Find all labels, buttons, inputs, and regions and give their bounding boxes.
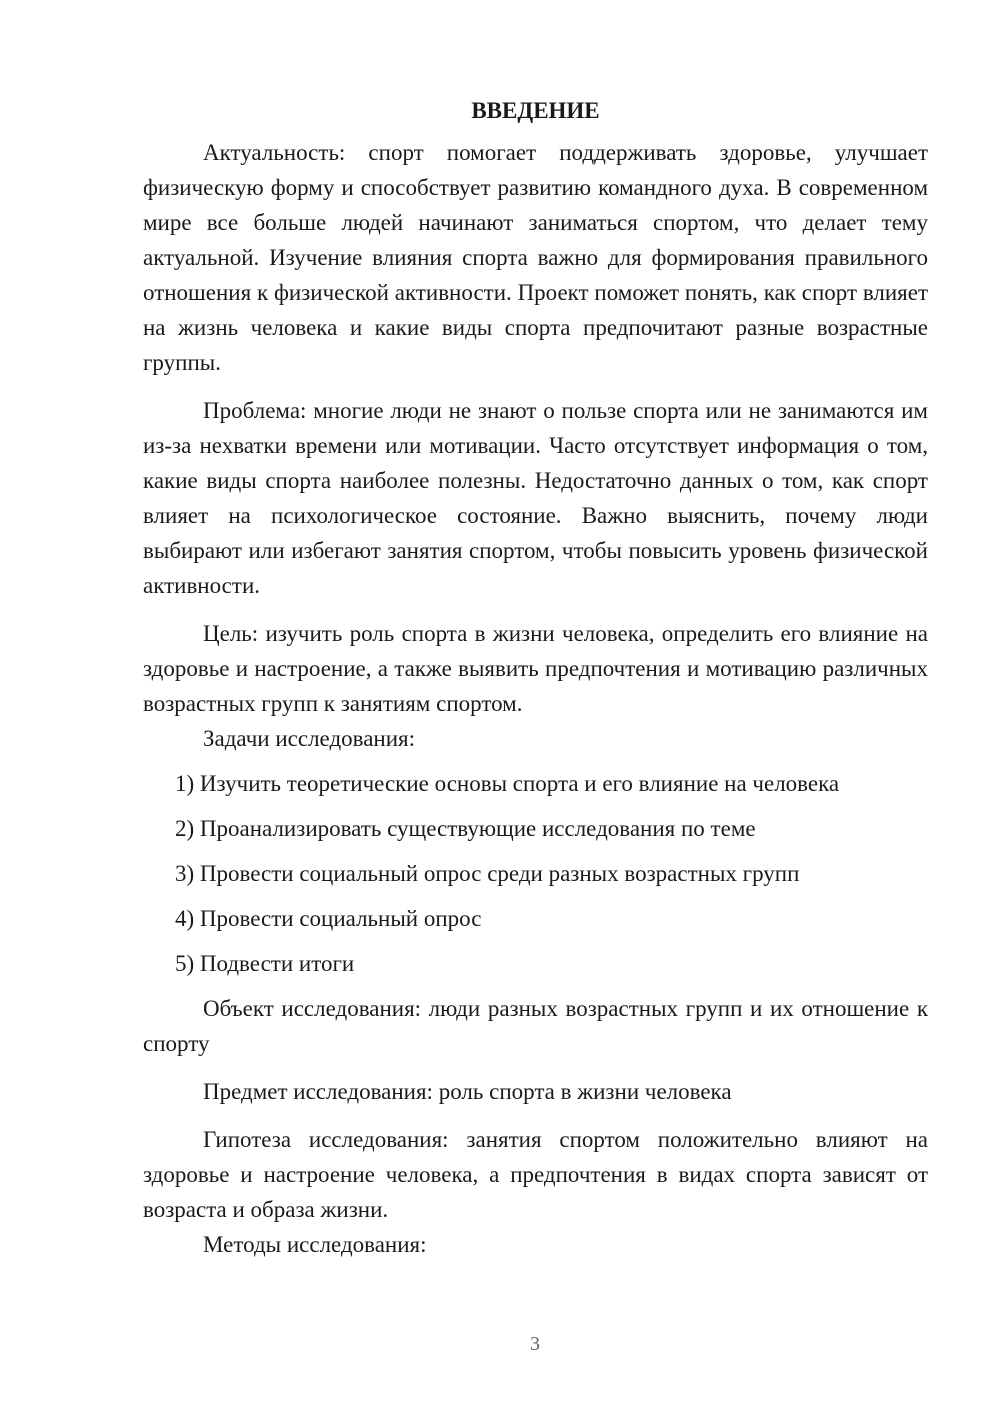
page-content — [143, 93, 928, 1262]
methods-heading: Методы исследования: — [203, 1232, 427, 1257]
task-item: 1) Изучить теоретические основы спорта и его влияние на человека — [175, 771, 840, 796]
subject-paragraph: Предмет исследования: роль спорта в жизни человека — [203, 1079, 732, 1104]
goal-paragraph: Цель: изучить роль спорта в жизни человека, определить его влияние на здоровье и настроение, а также выявить предпочтения и мотивацию различных возрастных групп к занятиям спортом. — [143, 621, 928, 716]
task-item: 3) Провести социальный опрос среди разных возрастных групп — [175, 861, 800, 886]
relevance-paragraph: Актуальность: спорт помогает поддерживать здоровье, улучшает физическую форму и способствует развитию командного духа. В современном мире все больше людей начинают заниматься спортом, что делает тему актуальной. Изучение влияния спорта важно для формирования правильного отношения к физической активности. Проект поможет понять, как спорт влияет на жизнь человека и какие виды спорта предпочитают разные возрастные группы. — [143, 140, 928, 375]
section-title: ВВЕДЕНИЕ — [471, 98, 600, 123]
task-item: 5) Подвести итоги — [175, 951, 355, 976]
tasks-heading: Задачи исследования: — [203, 726, 416, 751]
tasks-list — [143, 766, 928, 981]
task-item: 4) Провести социальный опрос — [175, 906, 482, 931]
hypothesis-paragraph: Гипотеза исследования: занятия спортом положительно влияют на здоровье и настроение человека, а предпочтения в видах спорта зависят от возраста и образа жизни. — [143, 1127, 928, 1222]
object-paragraph: Объект исследования: люди разных возрастных групп и их отношение к спорту — [143, 996, 928, 1056]
problem-paragraph: Проблема: многие люди не знают о пользе спорта или не занимаются им из-за нехватки времени или мотивации. Часто отсутствует информация о том, какие виды спорта наиболее полезны. Недостаточно данных о том, как спорт влияет на психологическое состояние. Важно выяснить, почему люди выбирают или избегают занятия спортом, чтобы повысить уровень физической активности. — [143, 398, 928, 598]
page-number: 3 — [530, 1333, 540, 1355]
task-item: 2) Проанализировать существующие исследования по теме — [175, 816, 756, 841]
